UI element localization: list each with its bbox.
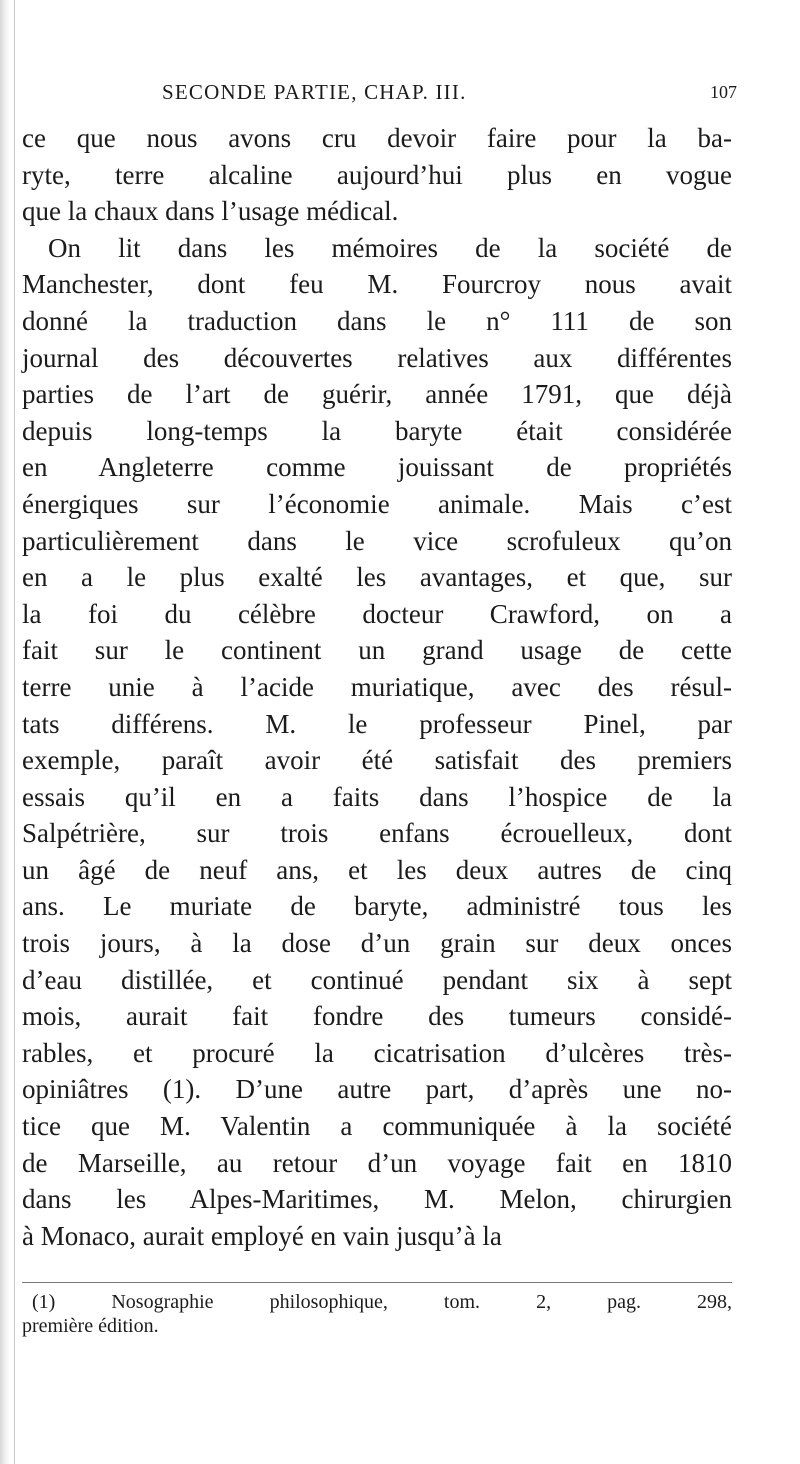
text-line: On lit dans les mémoires de la société de <box>48 232 732 263</box>
text-line: rables, et procuré la cicatrisation d’ulcères très- <box>22 1037 732 1068</box>
text-line: journal des découvertes relatives aux différentes <box>22 342 732 373</box>
text-line: tats différens. M. le professeur Pinel, par <box>22 708 732 739</box>
text-line: particulièrement dans le vice scrofuleux qu’on <box>22 525 732 556</box>
footnote-line: première édition. <box>22 1315 159 1337</box>
text-line: en a le plus exalté les avantages, et que, sur <box>22 562 732 593</box>
body-text <box>22 120 732 1254</box>
text-line: trois jours, à la dose d’un grain sur deux onces <box>22 928 732 959</box>
text-line: Manchester, dont feu M. Fourcroy nous avait <box>22 269 732 300</box>
text-line: fait sur le continent un grand usage de cette <box>22 635 732 666</box>
text-line: depuis long-temps la baryte était considérée <box>22 415 732 446</box>
text-line: de Marseille, au retour d’un voyage fait en 1810 <box>22 1147 732 1178</box>
text-line: terre unie à l’acide muriatique, avec des résul- <box>22 671 732 702</box>
text-line: parties de l’art de guérir, année 1791, que déjà <box>22 379 732 410</box>
text-line: à Monaco, aurait employé en vain jusqu’à la <box>22 1220 502 1251</box>
text-line: énergiques sur l’économie animale. Mais c’est <box>22 488 732 519</box>
text-line: en Angleterre comme jouissant de propriétés <box>22 452 732 483</box>
footnote-line: (1) Nosographie philosophique, tom. 2, pag. 298, <box>32 1291 732 1313</box>
text-line: que la chaux dans l’usage médical. <box>22 196 399 227</box>
text-line: Salpétrière, sur trois enfans écrouelleux, dont <box>22 818 732 849</box>
text-line: dans les Alpes-Maritimes, M. Melon, chirurgien <box>22 1184 732 1215</box>
text-line: ans. Le muriate de baryte, administré tous les <box>22 891 732 922</box>
text-line: d’eau distillée, et continué pendant six à sept <box>22 964 732 995</box>
text-line: exemple, paraît avoir été satisfait des premiers <box>22 745 732 776</box>
text-line: essais qu’il en a faits dans l’hospice de la <box>22 781 732 812</box>
text-line: un âgé de neuf ans, et les deux autres de cinq <box>22 854 732 885</box>
running-title: SECONDE PARTIE, CHAP. III. <box>162 80 467 104</box>
text-line: mois, aurait fait fondre des tumeurs considé- <box>22 1001 732 1032</box>
text-line: donné la traduction dans le n° 111 de son <box>22 305 732 336</box>
footnote <box>22 1290 732 1338</box>
text-line: ce que nous avons cru devoir faire pour la ba- <box>22 123 732 153</box>
page-number: 107 <box>710 82 737 102</box>
running-head <box>0 80 800 110</box>
text-line: opiniâtres (1). D’une autre part, d’après une no- <box>22 1074 732 1105</box>
text-line: ryte, terre alcaline aujourd’hui plus en vogue <box>22 159 732 190</box>
text-line: la foi du célèbre docteur Crawford, on a <box>22 598 732 629</box>
footnote-rule <box>22 1282 732 1283</box>
text-line: tice que M. Valentin a communiquée à la société <box>22 1111 732 1142</box>
